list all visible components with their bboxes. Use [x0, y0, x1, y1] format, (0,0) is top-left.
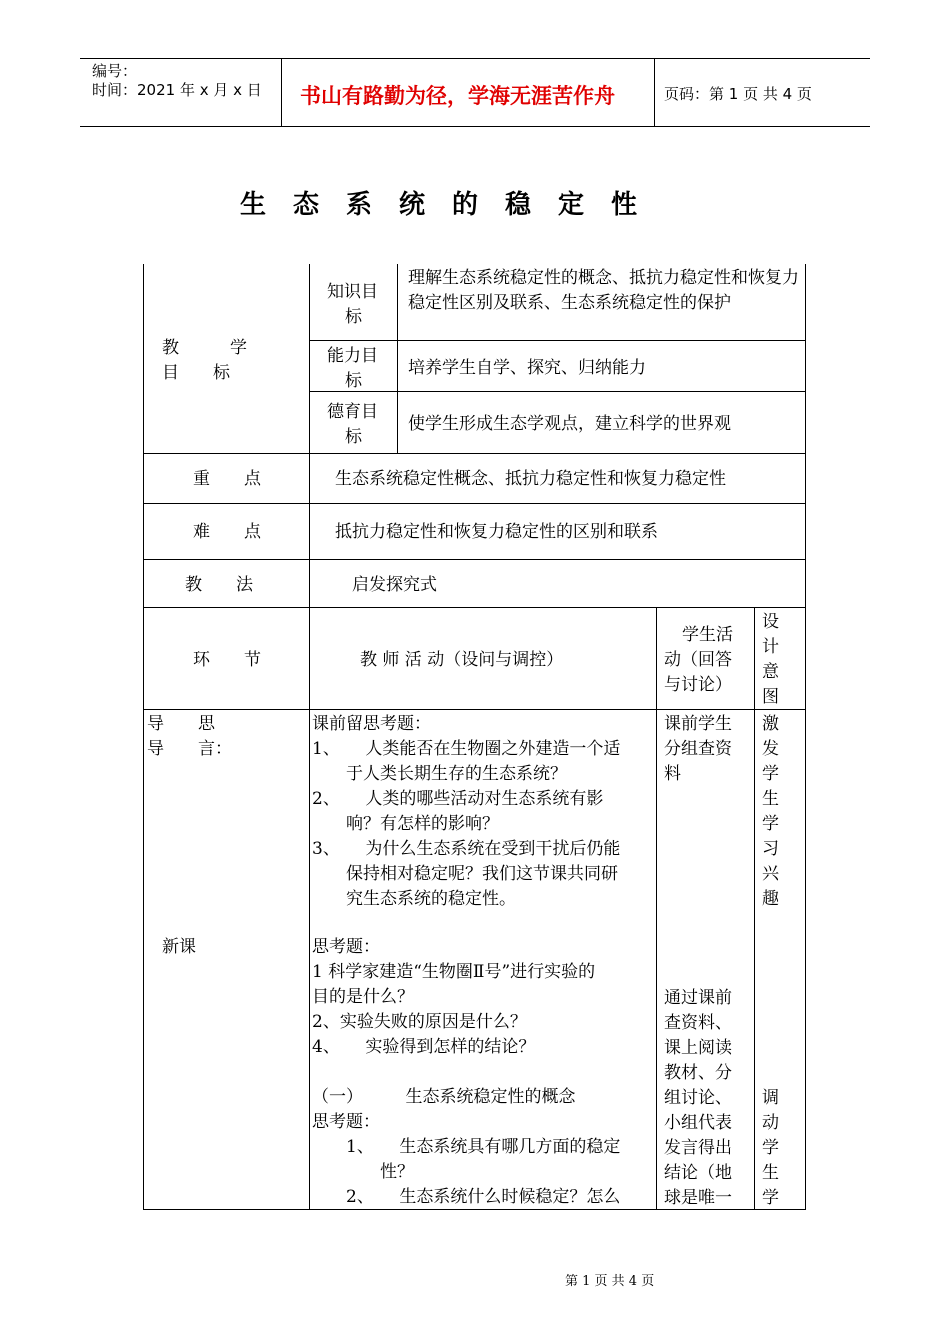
knowledge-goal-label: 标 — [345, 307, 362, 327]
design-char: 生 — [762, 1163, 779, 1183]
time-label: 时间：2021 年 x 月 x 日 — [92, 81, 262, 99]
design-char: 兴 — [762, 864, 779, 884]
header-divider — [654, 58, 655, 126]
design-char: 动 — [762, 1113, 779, 1133]
design-char: 学 — [762, 1138, 779, 1158]
design-column-header: 计 — [762, 637, 779, 657]
table-border — [309, 340, 806, 341]
difficulty-content: 抵抗力稳定性和恢复力稳定性的区别和联系 — [335, 522, 658, 542]
page-label: 页码：第 1 页 共 4 页 — [664, 85, 812, 103]
table-border — [143, 709, 806, 710]
table-border — [397, 264, 398, 454]
student-line: 料 — [664, 764, 681, 784]
table-border — [805, 264, 806, 1210]
teacher-line: 1 科学家建造“生物圈Ⅱ号”进行实验的 — [312, 962, 596, 982]
header-top-rule — [80, 58, 870, 59]
design-char: 生 — [762, 789, 779, 809]
ability-goal-label: 能力目 — [327, 346, 378, 366]
design-char: 习 — [762, 839, 779, 859]
table-border — [309, 453, 310, 1210]
student-line: 球是唯一 — [664, 1188, 732, 1208]
moral-goal-content: 使学生形成生态学观点，建立科学的世界观 — [408, 414, 731, 434]
design-column-header: 图 — [762, 687, 779, 707]
student-line: 发言得出 — [664, 1138, 732, 1158]
difficulty-label: 难 点 — [193, 522, 261, 542]
student-line: 课上阅读 — [664, 1038, 732, 1058]
teacher-line: 2、实验失败的原因是什么？ — [312, 1012, 527, 1032]
table-border — [143, 503, 806, 504]
design-char: 学 — [762, 764, 779, 784]
header-bottom-rule — [80, 126, 870, 127]
knowledge-goal-content: 理解生态系统稳定性的概念、抵抗力稳定性和恢复力稳定性区别及联系、生态系统稳定性的保护 — [408, 268, 799, 313]
teacher-line: 响？有怎样的影响？ — [312, 814, 499, 834]
student-line: 分组查资 — [664, 739, 732, 759]
design-char: 激 — [762, 714, 779, 734]
knowledge-goal-label: 知识目 — [327, 282, 378, 302]
design-char: 学 — [762, 1188, 779, 1208]
design-char: 趣 — [762, 889, 779, 909]
header-divider — [281, 58, 282, 126]
table-border — [656, 607, 657, 1210]
key-point-label: 重 点 — [193, 469, 261, 489]
ability-goal-label: 标 — [345, 371, 362, 391]
table-border — [143, 453, 806, 454]
table-border — [754, 607, 755, 1210]
student-column-header: 学生活 — [682, 625, 733, 645]
student-line: 组讨论、 — [664, 1088, 732, 1108]
goals-label: 教 学 — [162, 338, 247, 358]
moral-goal-label: 德育目 — [327, 402, 378, 422]
teacher-line: 1、 生态系统具有哪几方面的稳定 — [312, 1137, 621, 1157]
number-label: 编号： — [92, 62, 138, 80]
teacher-line: 2、 生态系统什么时候稳定？怎么 — [312, 1187, 621, 1207]
design-column-header: 意 — [762, 662, 779, 682]
key-point-content: 生态系统稳定性概念、抵抗力稳定性和恢复力稳定性 — [335, 469, 726, 489]
teacher-line: 保持相对稳定呢？我们这节课共同研 — [312, 864, 618, 884]
teacher-line: 3、 为什么生态系统在受到干扰后仍能 — [312, 839, 621, 859]
ability-goal-content: 培养学生自学、探究、归纳能力 — [408, 358, 646, 378]
goals-label: 目 标 — [162, 363, 230, 383]
student-line: 教材、分 — [664, 1063, 732, 1083]
student-line: 查资料、 — [664, 1013, 732, 1033]
stage-column-header: 环 节 — [193, 650, 261, 670]
table-border — [143, 607, 806, 608]
design-char: 学 — [762, 814, 779, 834]
table-border — [309, 391, 806, 392]
design-char: 发 — [762, 739, 779, 759]
method-label: 教 法 — [185, 575, 253, 595]
student-line: 课前学生 — [664, 714, 732, 734]
table-border — [143, 559, 806, 560]
teacher-line: 2、 人类的哪些活动对生态系统有影 — [312, 789, 604, 809]
moral-goal-label: 标 — [345, 427, 362, 447]
stage-text: 导 言： — [147, 739, 232, 759]
method-content: 启发探究式 — [352, 575, 437, 595]
teacher-line: （一） 生态系统稳定性的概念 — [312, 1087, 576, 1107]
stage-text: 导 思 — [147, 714, 215, 734]
table-border — [309, 264, 310, 454]
teacher-line: 思考题： — [312, 937, 380, 957]
student-column-header: 与讨论） — [664, 675, 732, 695]
motto: 书山有路勤为径，学海无涯苦作舟 — [300, 84, 615, 108]
teacher-line: 目的是什么？ — [312, 987, 414, 1007]
student-line: 通过课前 — [664, 988, 732, 1008]
student-line: 结论（地 — [664, 1163, 732, 1183]
teacher-line: 课前留思考题： — [312, 714, 431, 734]
student-column-header: 动（回答 — [664, 650, 732, 670]
teacher-line: 4、 实验得到怎样的结论？ — [312, 1037, 536, 1057]
stage-text: 新课 — [162, 937, 196, 957]
design-column-header: 设 — [762, 612, 779, 632]
page-footer: 第 1 页 共 4 页 — [565, 1274, 655, 1289]
student-line: 小组代表 — [664, 1113, 732, 1133]
design-char: 调 — [762, 1088, 779, 1108]
teacher-line: 思考题： — [312, 1112, 380, 1132]
teacher-line: 性？ — [312, 1162, 414, 1182]
teacher-line: 于人类长期生存的生态系统？ — [312, 764, 567, 784]
table-border — [143, 264, 144, 1210]
teacher-line: 1、 人类能否在生物圈之外建造一个适 — [312, 739, 621, 759]
teacher-column-header: 教 师 活 动（设问与调控） — [360, 650, 564, 670]
page-title: 生态系统的稳定性 — [240, 190, 665, 220]
teacher-line: 究生态系统的稳定性。 — [312, 889, 516, 909]
